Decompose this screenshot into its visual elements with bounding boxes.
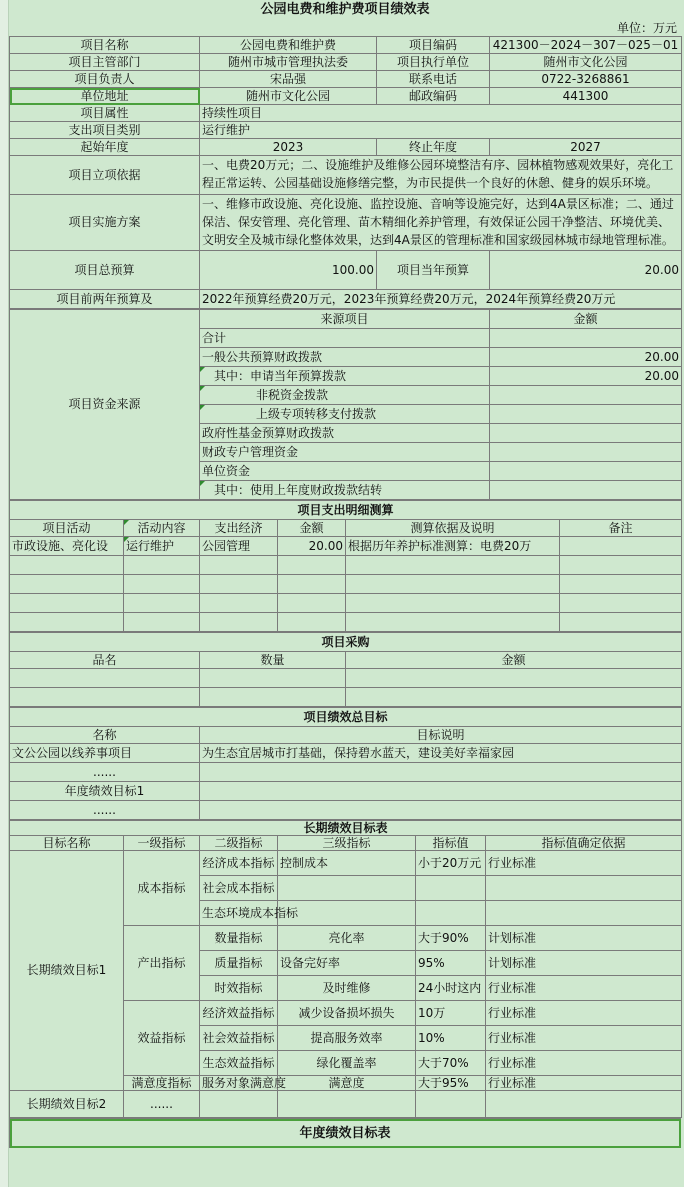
cell[interactable]: 备注 — [560, 520, 682, 537]
cell[interactable] — [486, 901, 682, 926]
empty-cell[interactable] — [124, 594, 200, 613]
empty-cell[interactable] — [560, 575, 682, 594]
cell[interactable] — [416, 876, 486, 901]
empty-cell[interactable] — [346, 556, 560, 575]
cell[interactable]: 20.00 — [490, 348, 682, 367]
cell[interactable]: 二级指标 — [200, 836, 278, 851]
empty-cell[interactable] — [346, 594, 560, 613]
cell[interactable]: 项目执行单位 — [377, 54, 490, 71]
unit-label: 单位：万元 — [616, 21, 677, 35]
empty-cell[interactable] — [278, 1091, 416, 1118]
cell[interactable]: 文公公园以线养事项目 — [10, 744, 200, 763]
cell[interactable]: 项目立项依据 — [10, 156, 200, 195]
cell[interactable]: 支出经济 — [200, 520, 278, 537]
cell-plan[interactable] — [200, 195, 682, 251]
cell[interactable]: 公园管理 — [200, 537, 278, 556]
empty-cell[interactable] — [200, 613, 278, 632]
empty-cell[interactable] — [346, 669, 682, 688]
cell[interactable]: 活动内容 — [124, 520, 200, 537]
funding-table — [9, 309, 682, 500]
cell[interactable]: 产出指标 — [124, 926, 200, 1001]
empty-cell[interactable] — [346, 575, 560, 594]
cell[interactable]: 成本指标 — [124, 851, 200, 926]
empty-cell[interactable] — [416, 1091, 486, 1118]
cell[interactable]: 质量指标 — [200, 951, 278, 976]
cell[interactable]: 设备完好率 — [278, 951, 416, 976]
empty-cell[interactable] — [10, 594, 124, 613]
cell[interactable]: 上级专项转移支付拨款 — [200, 405, 490, 424]
empty-cell[interactable] — [200, 782, 682, 801]
cell[interactable]: 行业标准 — [486, 1051, 682, 1076]
cell[interactable]: 指标值 — [416, 836, 486, 851]
section-title[interactable]: 项目绩效总目标 — [10, 708, 682, 727]
cell[interactable]: 及时维修 — [278, 976, 416, 1001]
cell[interactable]: 行业标准 — [486, 1026, 682, 1051]
cell[interactable]: 名称 — [10, 727, 200, 744]
empty-cell[interactable] — [10, 613, 124, 632]
cell[interactable]: 控制成本 — [278, 851, 416, 876]
cell[interactable]: 计划标准 — [486, 926, 682, 951]
cell[interactable]: 项目属性 — [10, 105, 200, 122]
cell[interactable]: 终止年度 — [377, 139, 490, 156]
cell[interactable]: 项目总预算 — [10, 251, 200, 290]
cell[interactable]: 项目负责人 — [10, 71, 200, 88]
plan-text: 一、维修市政设施、亮化设施、监控设施、音响等设施完好，达到4A景区标准；二、通过保洁、保安管理、亮化管理、苗木精细化养护管理，有效保证公园干净整洁、环境优美、文明安全及城市绿化整体效果，达到4A景区的管理标准和国家级园林城市绿地管理标准。 — [202, 197, 674, 247]
empty-cell[interactable] — [560, 594, 682, 613]
cell[interactable]: 财政专户管理资金 — [200, 443, 490, 462]
expense-table — [9, 500, 682, 632]
cell[interactable]: 金额 — [346, 652, 682, 669]
cell[interactable]: 效益指标 — [124, 1001, 200, 1076]
cell[interactable] — [278, 876, 416, 901]
annual-goal-table — [9, 1118, 681, 1148]
empty-cell[interactable] — [278, 575, 346, 594]
cell[interactable]: 长期绩效目标2 — [10, 1091, 124, 1118]
cell[interactable]: 社会效益指标 — [200, 1026, 278, 1051]
cell[interactable]: 行业标准 — [486, 851, 682, 876]
cell[interactable]: 10% — [416, 1026, 486, 1051]
cell[interactable]: 满意度 — [278, 1076, 416, 1091]
selected-cell-annual-title[interactable]: 年度绩效目标表 — [10, 1119, 681, 1148]
cell[interactable]: 10万 — [416, 1001, 486, 1026]
cell[interactable] — [490, 481, 682, 500]
empty-cell[interactable] — [346, 613, 560, 632]
empty-cell[interactable] — [200, 688, 346, 707]
empty-cell[interactable] — [486, 1091, 682, 1118]
empty-cell[interactable] — [10, 575, 124, 594]
cell[interactable]: 非税资金拨款 — [200, 386, 490, 405]
cell[interactable] — [490, 443, 682, 462]
cell[interactable] — [490, 462, 682, 481]
cell[interactable]: 为生态宜居城市打基础，保持碧水蓝天，建设美好幸福家园 — [200, 744, 682, 763]
empty-cell[interactable] — [278, 594, 346, 613]
cell[interactable]: 联系电话 — [377, 71, 490, 88]
cell[interactable]: 支出项目类别 — [10, 122, 200, 139]
empty-cell[interactable] — [560, 556, 682, 575]
cell[interactable]: 项目实施方案 — [10, 195, 200, 251]
cell[interactable]: ...... — [124, 1091, 200, 1118]
cell[interactable]: 目标说明 — [200, 727, 682, 744]
cell[interactable]: 社会成本指标 — [200, 876, 278, 901]
cell[interactable]: 根据历年养护标准测算：电费20万 — [346, 537, 560, 556]
cell[interactable]: 单位资金 — [200, 462, 490, 481]
cell[interactable]: 100.00 — [200, 251, 377, 290]
empty-cell[interactable] — [200, 1091, 278, 1118]
cell[interactable]: 项目资金来源 — [10, 310, 200, 500]
cell[interactable]: 测算依据及说明 — [346, 520, 560, 537]
empty-cell[interactable] — [124, 575, 200, 594]
empty-cell[interactable] — [10, 556, 124, 575]
cell[interactable]: 数量 — [200, 652, 346, 669]
cell[interactable]: 绿化覆盖率 — [278, 1051, 416, 1076]
cell[interactable]: 一级指标 — [124, 836, 200, 851]
empty-cell[interactable] — [560, 613, 682, 632]
cell[interactable] — [486, 876, 682, 901]
cell[interactable]: 亮化率 — [278, 926, 416, 951]
cell[interactable]: 一般公共预算财政拨款 — [200, 348, 490, 367]
cell[interactable]: 441300 — [490, 88, 682, 105]
cell[interactable]: 2027 — [490, 139, 682, 156]
cell[interactable]: 2022年预算经费20万元，2023年预算经费20万元，2024年预算经费20万元 — [200, 290, 682, 309]
cell[interactable]: 20.00 — [490, 251, 682, 290]
cell[interactable]: 运行维护 — [200, 122, 682, 139]
cell[interactable]: 0722-3268861 — [490, 71, 682, 88]
cell[interactable]: 经济效益指标 — [200, 1001, 278, 1026]
cell[interactable]: 年度绩效目标1 — [10, 782, 200, 801]
cell[interactable]: 时效指标 — [200, 976, 278, 1001]
cell[interactable]: 随州市文化公园 — [490, 54, 682, 71]
cell[interactable]: 政府性基金预算财政拨款 — [200, 424, 490, 443]
basis-text: 一、电费20万元；二、设施维护及维修公园环境整洁有序、园林植物感观效果好，亮化工程正常运转、公园基础设施修缮完整，为市民提供一个良好的休憩、健身的娱乐环境。 — [202, 158, 674, 190]
cell[interactable]: 421300－2024－307－025－01 — [490, 37, 682, 54]
purchase-table — [9, 632, 682, 707]
cell[interactable]: 长期绩效目标1 — [10, 851, 124, 1091]
cell[interactable]: 行业标准 — [486, 976, 682, 1001]
cell[interactable]: 24小时这内 — [416, 976, 486, 1001]
cell[interactable]: 项目名称 — [10, 37, 200, 54]
cell[interactable]: 指标值确定依据 — [486, 836, 682, 851]
empty-cell[interactable] — [200, 594, 278, 613]
cell[interactable]: 三级指标 — [278, 836, 416, 851]
empty-cell[interactable] — [200, 669, 346, 688]
cell[interactable]: 市政设施、亮化设 — [10, 537, 124, 556]
cell[interactable]: 大于70% — [416, 1051, 486, 1076]
cell[interactable]: 品名 — [10, 652, 200, 669]
row-header-strip — [0, 0, 9, 1187]
cell[interactable] — [490, 405, 682, 424]
cell[interactable]: 来源项目 — [200, 310, 490, 329]
cell[interactable]: 目标名称 — [10, 836, 124, 851]
cell[interactable]: 计划标准 — [486, 951, 682, 976]
cell[interactable] — [490, 424, 682, 443]
cell[interactable]: 公园电费和维护费 — [200, 37, 377, 54]
cell[interactable]: 大于95% — [416, 1076, 486, 1091]
cell[interactable]: 20.00 — [278, 537, 346, 556]
cell[interactable]: 2023 — [200, 139, 377, 156]
empty-cell[interactable] — [278, 556, 346, 575]
cell[interactable]: 项目主管部门 — [10, 54, 200, 71]
empty-cell[interactable] — [10, 688, 200, 707]
cell[interactable]: 行业标准 — [486, 1001, 682, 1026]
cell[interactable]: 起始年度 — [10, 139, 200, 156]
section-title[interactable]: 项目支出明细测算 — [10, 501, 682, 520]
cell[interactable] — [416, 901, 486, 926]
cell[interactable]: 邮政编码 — [377, 88, 490, 105]
basic-info-table — [9, 36, 682, 309]
cell[interactable]: 其中：使用上年度财政拨款结转 — [200, 481, 490, 500]
cell[interactable]: 项目活动 — [10, 520, 124, 537]
section-title[interactable]: 长期绩效目标表 — [10, 821, 682, 836]
cell[interactable]: 金额 — [278, 520, 346, 537]
sheet-title: 公园电费和维护费项目绩效表 — [260, 2, 430, 17]
longterm-goal-table — [9, 820, 682, 1118]
cell[interactable]: 随州市文化公园 — [200, 88, 377, 105]
cell[interactable]: 经济成本指标 — [200, 851, 278, 876]
overall-goal-table — [9, 707, 682, 820]
cell[interactable]: 行业标准 — [486, 1076, 682, 1091]
cell[interactable]: 金额 — [490, 310, 682, 329]
cell[interactable]: 随州市城市管理执法委 — [200, 54, 377, 71]
cell[interactable]: ...... — [10, 763, 200, 782]
cell[interactable]: 生态环境成本指标 — [200, 901, 278, 926]
cell[interactable]: 提高服务效率 — [278, 1026, 416, 1051]
cell[interactable]: 合计 — [200, 329, 490, 348]
cell[interactable]: 生态效益指标 — [200, 1051, 278, 1076]
cell[interactable]: 其中：申请当年预算拨款 — [200, 367, 490, 386]
cell[interactable]: 项目前两年预算及 — [10, 290, 200, 309]
empty-cell[interactable] — [10, 669, 200, 688]
cell[interactable]: 数量指标 — [200, 926, 278, 951]
empty-cell[interactable] — [346, 688, 682, 707]
cell[interactable]: 20.00 — [490, 367, 682, 386]
cell[interactable]: 服务对象满意度 — [200, 1076, 278, 1091]
cell[interactable]: 大于90% — [416, 926, 486, 951]
empty-cell[interactable] — [200, 801, 682, 820]
selected-cell[interactable]: 单位地址 — [10, 88, 200, 105]
cell[interactable]: 项目编码 — [377, 37, 490, 54]
cell[interactable]: 小于20万元 — [416, 851, 486, 876]
empty-cell[interactable] — [278, 613, 346, 632]
empty-cell[interactable] — [124, 556, 200, 575]
cell[interactable] — [490, 386, 682, 405]
empty-cell[interactable] — [200, 763, 682, 782]
cell[interactable]: 运行维护 — [124, 537, 200, 556]
cell[interactable]: 宋品强 — [200, 71, 377, 88]
cell[interactable]: 95% — [416, 951, 486, 976]
empty-cell[interactable] — [200, 556, 278, 575]
empty-cell[interactable] — [124, 613, 200, 632]
cell[interactable]: 持续性项目 — [200, 105, 682, 122]
section-title[interactable]: 项目采购 — [10, 633, 682, 652]
cell[interactable] — [560, 537, 682, 556]
cell[interactable] — [278, 901, 416, 926]
cell[interactable]: ...... — [10, 801, 200, 820]
cell-basis[interactable] — [200, 156, 682, 195]
cell[interactable]: 满意度指标 — [124, 1076, 200, 1091]
empty-cell[interactable] — [200, 575, 278, 594]
spreadsheet[interactable] — [9, 0, 681, 1148]
cell[interactable]: 项目当年预算 — [377, 251, 490, 290]
cell[interactable]: 减少设备损坏损失 — [278, 1001, 416, 1026]
cell[interactable] — [490, 329, 682, 348]
